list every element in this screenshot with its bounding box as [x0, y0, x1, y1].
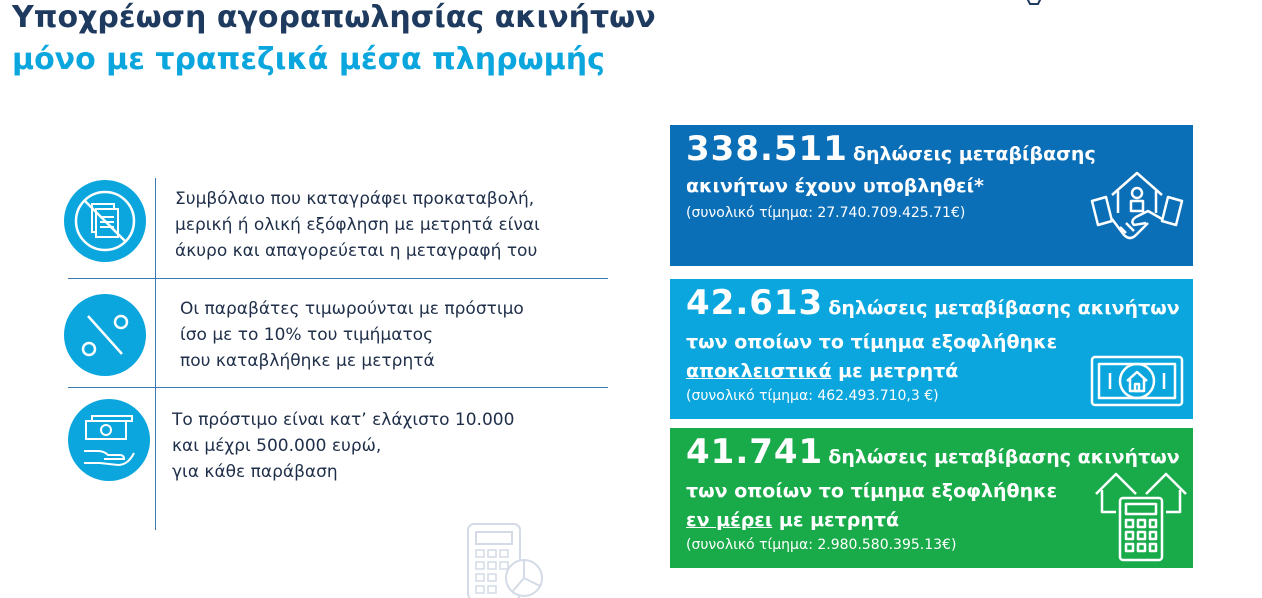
stat-cash-partial-number: 41.741 [686, 432, 824, 472]
rule-3-line-3: για κάθε παράβαση [172, 462, 338, 482]
stat-cash-full-text-1: δηλώσεις μεταβίβασης ακινήτων [828, 297, 1180, 319]
stat-box-total [670, 125, 1193, 266]
rule-3-line-1: Το πρόστιμο είναι κατ’ ελάχιστο 10.000 [172, 410, 515, 430]
stat-box-cash-partial [670, 428, 1193, 568]
stat-cash-full-text-3: με μετρητά [831, 360, 959, 382]
rule-2-line-2: ίσο με το 10% του τιμήματος [180, 325, 434, 345]
stat-cash-full-number: 42.613 [686, 283, 824, 323]
page-title: Υποχρέωση αγοραπωλησίας ακινήτων [12, 0, 656, 35]
rule-2-line-3: που καταβλήθηκε με μετρητά [180, 351, 435, 371]
stat-cash-partial-text-2: των οποίων το τίμημα εξοφλήθηκε [686, 480, 1058, 502]
stat-cash-partial-text-3: με μετρητά [772, 509, 900, 531]
houses-calculator-icon [1094, 468, 1188, 564]
rule-1-line-1: Συμβόλαιο που καταγράφει προκαταβολή, [175, 189, 535, 209]
rule-3-text [172, 407, 514, 485]
rule-3-line-2: και μέχρι 500.000 ευρώ, [172, 436, 382, 456]
rule-1-text [175, 186, 540, 264]
stat-box-cash-full [670, 279, 1193, 419]
page-subtitle: μόνο με τραπεζικά μέσα πληρωμής [12, 42, 605, 77]
no-contract-icon [64, 180, 146, 262]
stat-cash-partial-text-1: δηλώσεις μεταβίβασης ακινήτων [828, 446, 1180, 468]
stat-cash-full-emphasis: αποκλειστικά [686, 360, 832, 382]
stat-cash-full-amount: (συνολικό τίμημα: 462.493.710,3 €) [686, 388, 939, 404]
stat-total-number: 338.511 [686, 129, 848, 169]
stat-total-amount: (συνολικό τίμημα: 27.740.709.425.71€) [686, 205, 966, 221]
money-hand-icon [68, 399, 150, 481]
stat-total-text-1: δηλώσεις μεταβίβασης [852, 143, 1096, 165]
calculator-pie-icon [464, 520, 546, 598]
house-handshake-icon [1090, 165, 1184, 249]
rule-2-line-1: Οι παραβάτες τιμωρούνται με πρόστιμο [180, 299, 524, 319]
rule-2-text [180, 296, 524, 374]
rules-divider-1 [68, 278, 608, 279]
logo-fragment-icon [1024, 0, 1044, 6]
rules-vertical-divider [155, 178, 156, 530]
rule-1-line-3: άκυρο και απαγορεύεται η μεταγραφή του [175, 241, 538, 261]
rules-divider-2 [68, 387, 608, 388]
house-banknote-icon [1090, 353, 1184, 411]
stat-total-text-2: ακινήτων έχουν υποβληθεί* [686, 175, 984, 197]
stat-cash-full-text-2: των οποίων το τίμημα εξοφλήθηκε [686, 331, 1058, 353]
stat-cash-partial-emphasis: εν μέρει [686, 509, 773, 531]
stat-cash-partial-amount: (συνολικό τίμημα: 2.980.580.395.13€) [686, 537, 957, 553]
percent-icon [64, 294, 146, 376]
rule-1-line-2: μερική ή ολική εξόφληση με μετρητά είναι [175, 215, 540, 235]
